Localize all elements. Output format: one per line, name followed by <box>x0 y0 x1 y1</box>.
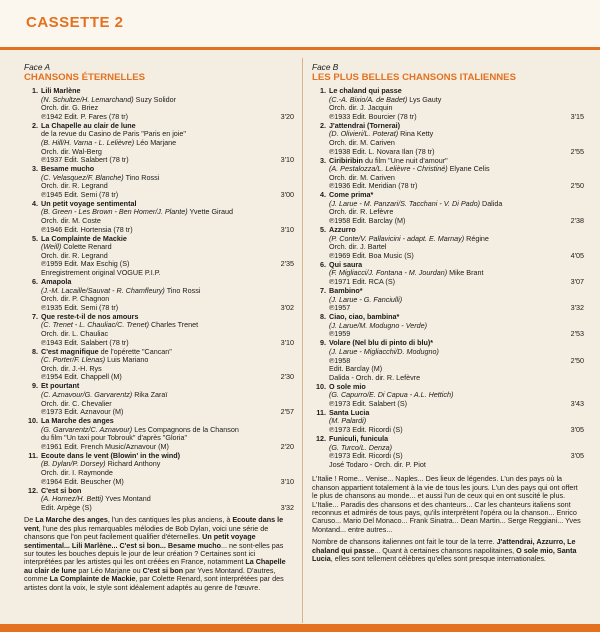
track-number: 8. <box>32 346 38 356</box>
track-item <box>312 157 584 191</box>
highlighted-title: C'est si bon <box>142 565 184 575</box>
highlighted-title: J'attendrai, Azzurro, Le chaland qui passe <box>312 537 576 555</box>
track-credits: (J. Larue - Migliacchi/D. Modugno) <box>329 346 439 356</box>
track-edition: ℗1958 Edit. Barclay (M) <box>329 216 406 226</box>
track-edition-line <box>41 504 294 513</box>
track-number: 12. <box>316 434 326 444</box>
track-number: 4. <box>320 190 326 200</box>
track-number: 11. <box>316 407 326 417</box>
track-number: 3. <box>320 155 326 165</box>
face-b-title: LES PLUS BELLES CHANSONS ITALIENNES <box>312 72 516 83</box>
track-row <box>24 487 294 513</box>
track-note: de la revue du Casino de Paris "Paris en joie" <box>41 129 186 139</box>
text-run: , l'une des plus remarquables mélodies de Bob Dylan, voici une série de chansons que l'on peut facilement qualifier d'éternelles. <box>24 523 269 542</box>
track-edition: ℗1959 <box>329 329 351 339</box>
track-performer: Mike Brant <box>447 268 484 278</box>
track-duration: 2'57 <box>280 407 294 417</box>
track-edition: ℗1943 Edit. Salabert (78 tr) <box>41 337 129 347</box>
track-row <box>24 452 294 486</box>
track-row <box>24 278 294 312</box>
track-item <box>24 487 294 513</box>
track-title: Amapola <box>41 277 72 287</box>
track-item <box>312 87 584 121</box>
column-divider <box>302 58 303 623</box>
track-orchestra: Orch. dir. P. Chagnon <box>41 294 110 304</box>
track-number: 1. <box>320 86 326 95</box>
track-edition: ℗1973 Edit. Ricordi (S) <box>329 425 403 435</box>
track-orchestra: Orch. dir. R. Legrand <box>41 181 108 191</box>
track-item <box>24 122 294 165</box>
track-row <box>24 382 294 416</box>
track-number: 5. <box>32 233 38 243</box>
track-credits: (G. Garvarentz/C. Aznavour) <box>41 424 133 434</box>
track-performer: Rika Zaraï <box>132 389 168 399</box>
track-credits: (G. Turco/L. Denza) <box>329 442 392 452</box>
track-item <box>312 383 584 409</box>
track-orchestra: Orch. dir. J.-H. Rys <box>41 363 102 373</box>
track-credits: (J. Larue/M. Modugno - Verde) <box>329 320 428 330</box>
track-body <box>329 226 584 260</box>
track-credits: (C. Trenet - L. Chauliac/C. Trenet) <box>41 320 149 330</box>
track-edition-line <box>329 252 584 261</box>
track-number: 8. <box>320 312 326 322</box>
track-title: La Complainte de Mackie <box>41 233 127 243</box>
track-edition: ℗1973 Edit. Aznavour (M) <box>41 407 124 417</box>
track-row <box>24 200 294 234</box>
track-title: C'est magnifique <box>41 346 99 356</box>
track-performer: Richard Anthony <box>105 459 161 469</box>
track-credits: (M. Palardi) <box>329 416 367 426</box>
track-title: Que reste-t-il de nos amours <box>41 311 139 321</box>
track-body <box>41 452 294 486</box>
face-a-description <box>24 516 294 592</box>
track-orchestra: Orch. dir. Wal-Berg <box>41 146 102 156</box>
track-number: 11. <box>28 450 38 460</box>
face-a-tracklist <box>24 87 294 512</box>
track-performer: Rina Ketty <box>398 129 434 139</box>
track-orchestra: Orch. dir. C. Chevalier <box>41 398 112 408</box>
track-body <box>329 313 584 339</box>
track-orchestra: Orch. dir. R. Legrand <box>41 250 108 260</box>
footer-band <box>0 624 600 632</box>
highlighted-title: La Complainte de Mackie <box>49 574 136 584</box>
track-item <box>24 417 294 451</box>
face-a-label: Face A <box>24 62 50 72</box>
track-extra: Edit. Barclay (M) <box>329 364 383 374</box>
track-edition: ℗1969 Edit. Boa Music (S) <box>329 250 414 260</box>
track-performer: Tino Rossi <box>164 285 201 295</box>
track-number: 12. <box>28 485 38 495</box>
track-row <box>312 383 584 409</box>
track-body <box>329 261 584 287</box>
track-edition: ℗1938 Edit. L. Novara Ilan (78 tr) <box>329 146 435 156</box>
track-edition: ℗1973 Edit. Ricordi (S) <box>329 451 403 461</box>
track-orchestra: Orch. dir. L. Chauliac <box>41 328 109 338</box>
track-body <box>329 287 584 313</box>
track-number: 5. <box>320 225 326 235</box>
track-title-suffix: de l'opérette "Cancan" <box>98 346 172 356</box>
track-row <box>312 339 584 382</box>
track-number: 7. <box>32 311 38 321</box>
track-row <box>24 235 294 278</box>
track-duration: 2'20 <box>280 441 294 451</box>
track-title: Santa Lucia <box>329 407 370 417</box>
track-credits: (D. Olivieri/L. Poterat) <box>329 129 399 139</box>
track-credits: (J. Larue - G. Fanciulli) <box>329 294 403 304</box>
track-edition: ℗1958 <box>329 355 351 365</box>
track-edition: ℗1961 Edit. French Music/Aznavour (M) <box>41 441 169 451</box>
track-duration: 3'02 <box>280 302 294 312</box>
track-edition: Edit. Arpège (S) <box>41 502 92 512</box>
text-run: , par Colette Renard, sont interprétées par des artistes dont la voix, le style sont idéalement adaptés au genre de l'œuvre. <box>24 574 284 592</box>
track-body <box>329 157 584 191</box>
track-number: 4. <box>32 198 38 208</box>
track-credits: (J. Larue - M. Panzari/S. Tacchani - V. Di Pado) <box>329 198 480 208</box>
track-credits: (C. Aznavour/G. Garvarentz) <box>41 389 133 399</box>
track-body <box>41 122 294 165</box>
track-body <box>41 348 294 382</box>
track-title: Azzurro <box>329 225 356 235</box>
track-extra: Dalida - Orch. dir. R. Lefèvre <box>329 372 421 382</box>
track-duration: 2'35 <box>280 259 294 269</box>
track-duration: 2'50 <box>570 355 584 365</box>
track-title: Ciao, ciao, bambina* <box>329 312 400 322</box>
track-row <box>312 87 584 121</box>
track-performer: Yves Montand <box>103 494 151 504</box>
text-run: , elles sont tellement célèbres qu'elles sont presque internationales. <box>330 554 546 564</box>
track-body <box>329 339 584 382</box>
track-item <box>312 122 584 156</box>
track-row <box>24 165 294 199</box>
track-credits: (B. Hill/H. Varna - L. Lelièvre) <box>41 137 135 147</box>
track-row <box>312 122 584 156</box>
track-credits: (C. Velasquez/F. Blanche) <box>41 172 124 182</box>
highlighted-title: Ecoute dans le vent <box>24 515 284 533</box>
track-row <box>312 261 584 287</box>
track-edition: ℗1945 Edit. Semi (78 tr) <box>41 189 119 199</box>
track-duration: 3'15 <box>570 111 584 121</box>
track-body <box>41 313 294 347</box>
track-orchestra: Orch. dir. I. Raymonde <box>41 468 113 478</box>
face-b-description-1: L'Italie ! Rome... Venise... Naples... Des lieux de légendes. L'un des pays où la chanson appartient totalement à la vie de tous les jours. L'un des pays qui ont offert le plus de chansons au monde... et aussi l'un de ceux qui en ont suscité le plus. L'Italie... Paradis des chansons et des chanteurs... Car les chanteurs italiens sont reconnus et admirés de tous pays, qu'ils interprètent l'opéra ou la chanson... Enrico Caruso... Mario Del Monaco... Frank Sinatra... Dean Martin... Serge Reggiani... Yves Montand... entre autres... <box>312 474 581 534</box>
track-credits: (Weill) <box>41 242 62 252</box>
face-a-column <box>24 62 294 592</box>
track-edition: ℗1971 Edit. RCA (S) <box>329 277 396 287</box>
track-row <box>312 191 584 225</box>
track-row <box>24 348 294 382</box>
track-edition: ℗1942 Edit. P. Fares (78 tr) <box>41 111 129 121</box>
text-run: ... ne sont-elles pas sur toutes les bouches depuis le jour de leur création ? Certaines sont ici interprétées par les artistes qui les ont créées en France, notamment <box>24 540 284 567</box>
text-run: par Léo Marjane ou <box>76 565 143 575</box>
header-band <box>0 0 600 50</box>
track-item <box>312 226 584 260</box>
track-edition: ℗1973 Edit. Salabert (S) <box>329 398 408 408</box>
track-item <box>312 191 584 225</box>
track-performer: Charles Trenet <box>148 320 199 330</box>
track-number: 2. <box>32 120 38 130</box>
track-row <box>24 122 294 165</box>
track-duration: 2'55 <box>570 146 584 156</box>
track-credits: (B. Dylan/P. Dorsey) <box>41 459 106 469</box>
track-orchestra: Orch. dir. J. Bartel <box>329 242 387 252</box>
track-item <box>312 339 584 382</box>
track-extra: José Todaro - Orch. dir. P. Piot <box>329 459 426 469</box>
track-duration: 3'05 <box>570 451 584 461</box>
track-performer: Tino Rossi <box>123 172 160 182</box>
track-title: O sole mio <box>329 381 366 391</box>
track-number: 10. <box>28 416 38 426</box>
track-title: Le chaland qui passe <box>329 86 402 95</box>
track-body <box>41 487 294 513</box>
track-performer: Régine <box>464 233 489 243</box>
track-title: Funiculi, funicula <box>329 434 389 444</box>
track-orchestra: Orch. dir. M. Cariven <box>329 172 395 182</box>
track-row <box>312 435 584 469</box>
track-body <box>329 122 584 156</box>
track-edition: ℗1937 Edit. Salabert (78 tr) <box>41 155 129 165</box>
track-performer: Les Compagnons de la Chanson <box>132 424 239 434</box>
track-item <box>312 435 584 469</box>
track-performer: Colette Renard <box>61 242 112 252</box>
track-credits: (C. Porter/F. Llenas) <box>41 355 106 365</box>
track-title: Ciribiribin <box>329 155 363 165</box>
track-credit-line <box>329 322 584 331</box>
track-edition: ℗1936 Edit. Meridian (78 tr) <box>329 181 418 191</box>
track-performer: Yvette Giraud <box>187 207 234 217</box>
track-duration: 3'10 <box>280 337 294 347</box>
track-credits: (N. Schultze/H. Lemarchand) <box>41 94 134 104</box>
track-edition-line <box>329 278 584 287</box>
track-title: J'attendrai (Tornerai) <box>329 120 401 130</box>
track-body <box>41 278 294 312</box>
track-duration: 3'20 <box>280 111 294 121</box>
track-body <box>41 382 294 416</box>
track-row <box>24 417 294 451</box>
track-body <box>41 165 294 199</box>
track-credits: (J.-M. Lacaille/Sauvat - R. Chamfleury) <box>41 285 165 295</box>
track-orchestra: Orch. dir. R. Lefèvre <box>329 207 394 217</box>
track-edition: ℗1959 Edit. Max Eschig (S) <box>41 259 130 269</box>
track-orchestra: Orch. dir. J. Jacquin <box>329 103 393 113</box>
track-number: 9. <box>320 338 326 348</box>
track-duration: 2'53 <box>570 329 584 339</box>
track-row <box>312 287 584 313</box>
track-duration: 3'10 <box>280 155 294 165</box>
track-credit-line <box>329 348 584 357</box>
track-item <box>24 313 294 347</box>
track-duration: 3'10 <box>280 224 294 234</box>
track-performer: Lys Gauty <box>407 94 442 104</box>
track-number: 10. <box>316 381 326 391</box>
track-item <box>24 278 294 312</box>
track-title-suffix: du film "Une nuit d'amour" <box>362 155 448 165</box>
track-item <box>24 165 294 199</box>
track-title: La Marche des anges <box>41 416 114 426</box>
track-row <box>312 226 584 260</box>
track-row <box>312 157 584 191</box>
text-run: , l'un des cantiques les plus anciens, à <box>107 515 233 525</box>
highlighted-title: Un petit voyage sentimental... Lili Marlène... C'est si bon... Besame mucho <box>24 532 256 550</box>
track-performer: Luis Mariano <box>105 355 149 365</box>
track-edition: ℗1954 Edit. Chappell (M) <box>41 372 122 382</box>
track-edition: ℗1957 <box>329 303 351 313</box>
track-number: 7. <box>320 286 326 295</box>
text-run: Nombre de chansons italiennes ont fait le tour de la terre. <box>312 537 497 547</box>
highlighted-title: La Chapelle au clair de lune <box>24 557 286 575</box>
track-performer: Elyane Celis <box>447 164 490 174</box>
track-credits: (G. Capurro/E. Di Capua - A.L. Hettich) <box>329 390 454 400</box>
track-row <box>24 313 294 347</box>
track-duration: 3'32 <box>280 502 294 512</box>
track-item <box>24 200 294 234</box>
track-number: 6. <box>320 259 326 269</box>
track-number: 9. <box>32 381 38 391</box>
track-duration: 2'50 <box>570 181 584 191</box>
track-item <box>312 409 584 435</box>
track-credits: (P. Conte/V. Pallavicini - adapt. E. Marnay) <box>329 233 465 243</box>
track-credits: (A. Hornez/H. Betti) <box>41 494 104 504</box>
track-duration: 2'38 <box>570 216 584 226</box>
track-duration: 3'05 <box>570 425 584 435</box>
track-edition-line <box>329 217 584 226</box>
track-title: Besame mucho <box>41 164 95 174</box>
track-orchestra: Orch. dir. G. Briez <box>41 103 99 113</box>
track-title: Come prima* <box>329 190 374 200</box>
text-run: ... Quant à certaines chansons napolitaines, <box>374 545 517 555</box>
track-item <box>312 287 584 313</box>
track-item <box>24 235 294 278</box>
track-number: 6. <box>32 277 38 287</box>
track-edition: ℗1935 Edit. Semi (78 tr) <box>41 302 119 312</box>
track-item <box>312 261 584 287</box>
track-duration: 3'43 <box>570 398 584 408</box>
track-title: Et pourtant <box>41 381 80 391</box>
face-b-tracklist <box>312 87 584 469</box>
track-credits: (A. Pestalozza/L. Lelièvre - Christiné) <box>329 164 448 174</box>
track-row <box>24 87 294 121</box>
track-row <box>312 313 584 339</box>
track-item <box>24 87 294 121</box>
text-run: De <box>24 515 36 525</box>
track-performer: Dalida <box>480 198 503 208</box>
track-edition: ℗1964 Edit. Beuscher (M) <box>41 476 124 486</box>
track-duration: 4'05 <box>570 250 584 260</box>
track-duration: 2'30 <box>280 372 294 382</box>
track-duration: 3'00 <box>280 189 294 199</box>
track-item <box>312 313 584 339</box>
track-performer: Léo Marjane <box>134 137 177 147</box>
text-run: par Yves Montand. D'autres, comme <box>24 565 276 584</box>
track-title-line <box>329 409 584 418</box>
track-body <box>329 409 584 435</box>
track-title: Qui saura <box>329 259 363 269</box>
face-b-column <box>312 62 584 563</box>
track-duration: 3'10 <box>280 476 294 486</box>
track-body <box>41 200 294 234</box>
track-title: Lili Marlène <box>41 86 81 95</box>
track-orchestra: Orch. dir. M. Cariven <box>329 137 395 147</box>
track-number: 3. <box>32 164 38 174</box>
cassette-title: CASSETTE 2 <box>26 14 124 31</box>
face-b-label: Face B <box>312 62 339 72</box>
track-title: Ecoute dans le vent (Blowin' in the wind) <box>41 450 181 460</box>
track-body <box>41 235 294 278</box>
track-edition: ℗1933 Edit. Bourcier (78 tr) <box>329 111 417 121</box>
track-performer: Suzy Solidor <box>133 94 177 104</box>
track-title: Volare (Nel blu di pinto di blu)* <box>329 338 434 348</box>
track-title: Un petit voyage sentimental <box>41 198 137 208</box>
track-body <box>329 191 584 225</box>
track-item <box>24 382 294 416</box>
track-item <box>24 348 294 382</box>
track-credits: (F. Migliacci/J. Fontana - M. Jourdan) <box>329 268 448 278</box>
track-row <box>312 409 584 435</box>
track-extra: Enregistrement original VOGUE P.I.P. <box>41 268 161 278</box>
track-item <box>24 452 294 486</box>
track-title: Bambino* <box>329 286 363 295</box>
face-a-title: CHANSONS ÉTERNELLES <box>24 72 145 83</box>
track-edition: ℗1946 Edit. Hortensia (78 tr) <box>41 224 133 234</box>
track-body <box>41 417 294 451</box>
track-orchestra: Orch. dir. M. Coste <box>41 216 101 226</box>
track-credits: (C.-A. Bixio/A. de Badet) <box>329 94 408 104</box>
track-body <box>41 87 294 121</box>
track-body <box>329 383 584 409</box>
face-b-description-2 <box>312 538 584 563</box>
track-orchestra: du film "Un taxi pour Tobrouk" d'après "Gloria" <box>41 433 188 443</box>
highlighted-title: O sole mio, Santa Lucia <box>312 545 577 564</box>
track-title: C'est si bon <box>41 485 82 495</box>
track-title: La Chapelle au clair de lune <box>41 120 136 130</box>
track-number: 1. <box>32 86 38 95</box>
track-credit-line <box>329 296 584 305</box>
track-number: 2. <box>320 120 326 130</box>
track-duration: 3'07 <box>570 277 584 287</box>
track-body <box>329 435 584 469</box>
track-credits: (B. Green - Les Brown - Ben Homer/J. Plante) <box>41 207 188 217</box>
track-duration: 3'32 <box>570 303 584 313</box>
track-body <box>329 87 584 121</box>
highlighted-title: La Marche des anges <box>35 515 108 525</box>
